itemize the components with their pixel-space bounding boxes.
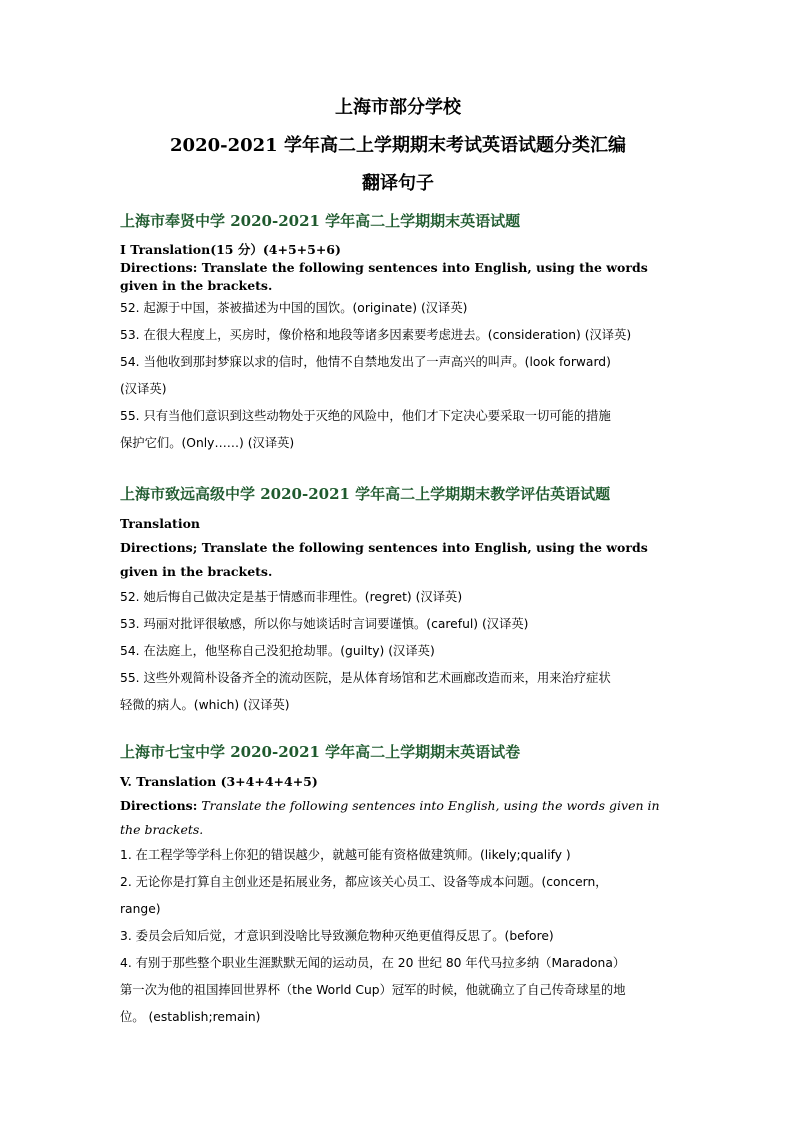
list-item: 轻微的病人。(which) (汉译英) — [120, 698, 290, 712]
section-part-label: Translation — [120, 516, 200, 531]
list-item: 55. 只有当他们意识到这些动物处于灭绝的风险中，他们才下定决心要采取一切可能的措施 — [120, 409, 611, 423]
directions-label: Directions: — [120, 260, 198, 275]
section-directions — [120, 259, 676, 295]
list-item: 54. 当他收到那封梦寐以求的信时，他情不自禁地发出了一声高兴的叫声。(look forward) — [120, 355, 611, 369]
doc-title-compilation: 2020-2021 学年高二上学期期末考试英语试题分类汇编 — [170, 135, 626, 156]
list-item: 3. 委员会后知后觉，才意识到没啥比导致濒危物种灭绝更值得反思了。(before) — [120, 929, 554, 943]
list-item: (汉译英) — [120, 382, 167, 396]
directions-text: Translate the following sentences into English, using the words given in the brackets. — [120, 260, 648, 293]
list-item: 位。 (establish;remain) — [120, 1010, 261, 1024]
list-item: 保护它们。(Only……) (汉译英) — [120, 436, 295, 450]
list-item: 2. 无论你是打算自主创业还是拓展业务，都应该关心员工、设备等成本问题。(concern， — [120, 875, 608, 889]
doc-title-school: 上海市部分学校 — [335, 97, 461, 118]
list-item: 52. 起源于中国，茶被描述为中国的国饮。(originate) (汉译英) — [120, 301, 468, 315]
list-item: 4. 有别于那些整个职业生涯默默无闻的运动员，在 20 世纪 80 年代马拉多纳（Maradona） — [120, 956, 626, 970]
section-fengxian — [120, 210, 676, 457]
section-directions — [120, 794, 676, 842]
section-heading: 上海市奉贤中学 2020-2021 学年高二上学期期末英语试题 — [120, 212, 521, 230]
list-item: 53. 玛丽对批评很敏感，所以你与她谈话时言词要谨慎。(careful) (汉译英) — [120, 617, 529, 631]
section-directions — [120, 536, 676, 584]
list-item: 53. 在很大程度上，买房时，像价格和地段等诸多因素要考虑进去。(consideration) (汉译英) — [120, 328, 632, 342]
section-heading: 上海市七宝中学 2020-2021 学年高二上学期期末英语试卷 — [120, 743, 521, 761]
section-part-label: V. Translation (3+4+4+4+5) — [120, 774, 318, 789]
list-item: 第一次为他的祖国捧回世界杯（the World Cup）冠军的时候，他就确立了自己传奇球星的地 — [120, 983, 626, 997]
directions-label: Directions; — [120, 540, 198, 555]
section-qibao — [120, 741, 676, 1031]
list-item: 54. 在法庭上，他坚称自己没犯抢劫罪。(guilty) (汉译英) — [120, 644, 435, 658]
document-page — [120, 92, 676, 1031]
directions-text: Translate the following sentences into English, using the words given in the brackets. — [120, 540, 648, 579]
doc-title-topic: 翻译句子 — [362, 173, 434, 194]
list-item: range) — [120, 902, 161, 916]
section-heading: 上海市致远高级中学 2020-2021 学年高二上学期期末教学评估英语试题 — [120, 485, 611, 503]
directions-text: Translate the following sentences into English, using the words given in the brackets. — [120, 798, 660, 837]
section-zhiyuan — [120, 483, 676, 719]
list-item: 52. 她后悔自己做决定是基于情感而非理性。(regret) (汉译英) — [120, 590, 463, 604]
section-part-label: I Translation(15 分）(4+5+5+6) — [120, 242, 341, 257]
list-item: 55. 这些外观简朴设备齐全的流动医院，是从体育场馆和艺术画廊改造而来，用来治疗症状 — [120, 671, 611, 685]
list-item: 1. 在工程学等学科上你犯的错误越少，就越可能有资格做建筑师。(likely;qualify ) — [120, 848, 571, 862]
directions-label: Directions: — [120, 798, 198, 813]
